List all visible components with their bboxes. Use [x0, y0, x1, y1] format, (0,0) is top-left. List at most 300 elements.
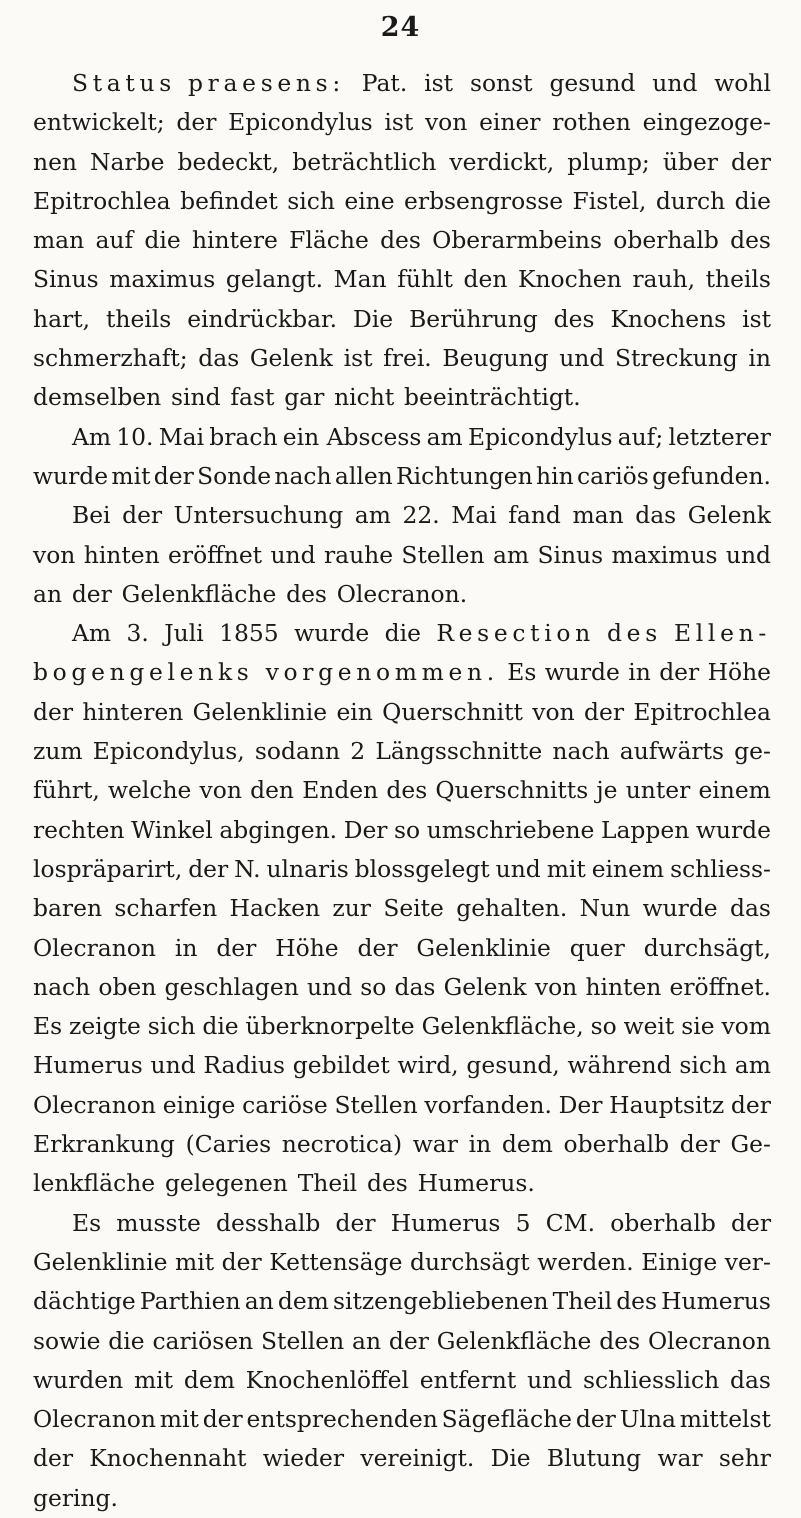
word: (Caries	[185, 1130, 272, 1159]
word: rauh,	[632, 265, 696, 294]
word: und	[652, 69, 698, 97]
word: Die	[490, 1444, 531, 1473]
word: und	[725, 540, 771, 569]
text-line	[33, 1125, 771, 1164]
word: Knochennaht	[89, 1444, 247, 1473]
word: gesund,	[466, 1051, 560, 1080]
word: Die	[353, 304, 394, 333]
word: Höhe	[707, 658, 771, 687]
word: man	[572, 501, 624, 530]
word: Parthien	[139, 1287, 241, 1316]
word: gering.	[33, 1483, 118, 1512]
word: ist	[343, 344, 373, 373]
word: der	[216, 933, 257, 962]
text-line	[33, 889, 771, 928]
word: vereinigt.	[360, 1444, 475, 1473]
word: rechten	[33, 815, 125, 844]
word: Längsschnitte	[375, 737, 543, 766]
word: sie	[681, 1012, 715, 1041]
text-line	[33, 1322, 771, 1361]
word: eindrückbar.	[187, 304, 338, 333]
word: zum	[33, 737, 83, 766]
word: des	[599, 1326, 641, 1355]
word: das	[635, 501, 677, 530]
word: sich	[679, 1051, 728, 1080]
word: mittelst	[679, 1405, 771, 1434]
text-line	[33, 1361, 771, 1400]
word: wird,	[397, 1051, 459, 1080]
word: Blutung	[546, 1444, 642, 1473]
word: zur	[332, 894, 371, 923]
word: Gelenklinie	[33, 1247, 168, 1276]
word: von	[532, 697, 575, 726]
word: das	[198, 344, 240, 373]
word: Mai	[451, 501, 497, 530]
text-line	[33, 418, 771, 457]
word: Beugung	[442, 344, 549, 373]
word: am	[426, 422, 463, 451]
word: wurde	[695, 815, 771, 844]
word: CM.	[545, 1208, 596, 1237]
word: der	[176, 108, 217, 137]
word: gar	[284, 383, 325, 412]
word: 2	[350, 737, 366, 766]
word: Gelenk	[687, 501, 771, 530]
word: ver-	[724, 1247, 771, 1276]
word: die	[202, 1012, 239, 1041]
word: einem	[591, 854, 665, 883]
text-line	[33, 1164, 771, 1203]
word: der	[188, 854, 229, 883]
word: welche	[108, 776, 192, 805]
word: hinten	[585, 972, 662, 1001]
word: Ge-	[730, 1130, 771, 1159]
word: unter	[625, 776, 691, 805]
word: der	[731, 1208, 771, 1237]
word: letzterer	[668, 422, 771, 451]
word: desshalb	[216, 1208, 321, 1237]
word: Status praesens:	[72, 69, 345, 97]
word: ulnaris	[266, 854, 349, 883]
word: mit	[111, 461, 151, 490]
word: mit	[134, 1365, 174, 1394]
word: plump;	[567, 147, 650, 176]
text-line	[33, 1046, 771, 1085]
word: eröffnet.	[669, 972, 771, 1001]
word: und	[559, 344, 605, 373]
word: Gelenk	[443, 972, 527, 1001]
word: wurde	[544, 658, 620, 687]
word: Seite	[383, 894, 444, 923]
word: Bei	[72, 501, 111, 530]
word: hin	[536, 461, 574, 490]
word: der	[221, 1247, 262, 1276]
word: Hacken	[229, 894, 321, 923]
text-line	[33, 221, 771, 260]
word: Lappen	[600, 815, 690, 844]
word: 5	[515, 1208, 531, 1237]
word: Epitrochlea	[633, 697, 771, 726]
word: demselben	[33, 383, 162, 412]
text-line	[33, 575, 771, 614]
word: die	[144, 226, 181, 255]
word: je	[596, 776, 618, 805]
word: der	[388, 1326, 429, 1355]
word: Theil	[552, 1287, 613, 1316]
word: cariöse	[242, 1090, 328, 1119]
word: Winkel	[131, 815, 213, 844]
word: der	[335, 1208, 376, 1237]
word: aufwärts	[619, 737, 724, 766]
word: ist	[424, 69, 454, 97]
word: 1855	[219, 619, 279, 648]
word: Epicondylus,	[92, 737, 245, 766]
word: am	[492, 540, 530, 569]
word: Nun	[579, 894, 631, 923]
word: sich	[147, 1012, 196, 1041]
word: Sonde	[197, 461, 272, 490]
word: Knochen	[518, 265, 622, 294]
word: dächtige	[33, 1287, 136, 1316]
word: war	[412, 1130, 458, 1159]
word: sodann	[254, 737, 341, 766]
word: wohl	[714, 69, 771, 97]
word: sonst	[469, 69, 533, 97]
word: Einige	[641, 1247, 718, 1276]
word: eröffnet	[168, 540, 263, 569]
word: war	[657, 1444, 703, 1473]
word: maximus	[611, 540, 718, 569]
word: lenkfläche	[33, 1169, 156, 1198]
word: verdickt,	[449, 147, 555, 176]
word: geschlagen	[164, 972, 299, 1001]
text-line	[33, 811, 771, 850]
word: necrotica)	[281, 1130, 403, 1159]
word: über	[662, 147, 718, 176]
word: eingezoge-	[642, 108, 771, 137]
word: durchsägt	[410, 1247, 530, 1276]
text-line	[33, 339, 771, 378]
word: auf;	[617, 422, 664, 451]
word: Gelenkfläche	[436, 1326, 592, 1355]
word: beeinträchtigt.	[404, 383, 581, 412]
word: Sinus	[537, 540, 604, 569]
word: Sägefläche	[441, 1405, 572, 1434]
word: Erkrankung	[33, 1130, 175, 1159]
word: dem	[501, 1130, 553, 1159]
word: werden.	[537, 1247, 634, 1276]
word: während	[567, 1051, 672, 1080]
word: theils	[105, 304, 172, 333]
word: schmerzhaft;	[33, 344, 188, 373]
text-line	[33, 1086, 771, 1125]
word: sitzengebliebenen	[332, 1287, 549, 1316]
text-line	[33, 1282, 771, 1321]
word: Radius	[203, 1051, 286, 1080]
text-line	[33, 929, 771, 968]
word: und	[270, 540, 316, 569]
text-line	[33, 378, 771, 417]
word: oberhalb	[563, 1130, 670, 1159]
word: lospräparirt,	[33, 854, 183, 883]
text-line	[33, 968, 771, 1007]
word: und	[306, 972, 353, 1001]
word: befindet	[180, 186, 278, 215]
word: des	[380, 226, 421, 255]
word: beträchtlich	[292, 147, 437, 176]
text-line	[33, 653, 771, 692]
word: musste	[116, 1208, 201, 1237]
word: Fläche	[289, 226, 369, 255]
word: Streckung	[614, 344, 738, 373]
word: die	[734, 186, 771, 215]
text-line	[33, 693, 771, 732]
text-line	[33, 260, 771, 299]
word: Gelenk	[249, 344, 333, 373]
text-line	[33, 1007, 771, 1046]
word: nen	[33, 147, 77, 176]
word: Resection des Ellen-	[436, 619, 771, 648]
text-line	[33, 1439, 771, 1478]
word: so	[590, 1012, 617, 1041]
word: der	[659, 658, 700, 687]
word: führt,	[33, 776, 100, 805]
word: entsprechenden	[246, 1405, 438, 1434]
word: der	[33, 1444, 73, 1473]
word: nicht	[334, 383, 395, 412]
word: sehr	[718, 1444, 771, 1473]
text-line	[33, 850, 771, 889]
word: weit	[623, 1012, 675, 1041]
text-line	[33, 300, 771, 339]
word: einem	[698, 776, 771, 805]
word: des	[286, 579, 327, 608]
word: Juli	[164, 619, 204, 648]
word: Humerus	[390, 1208, 501, 1237]
word: gehalten.	[456, 894, 568, 923]
text-line	[33, 732, 771, 771]
word: den	[463, 265, 508, 294]
word: Gelenklinie	[192, 697, 328, 726]
word: dem	[183, 1365, 235, 1394]
word: abgingen.	[219, 815, 338, 844]
word: durch	[655, 186, 726, 215]
text-line	[33, 496, 771, 535]
word: gelegenen	[164, 1169, 288, 1198]
word: die	[108, 1326, 145, 1355]
text-line	[33, 1243, 771, 1282]
word: sich	[287, 186, 335, 215]
word: Enden	[302, 776, 379, 805]
word: Olecranon	[33, 1090, 156, 1119]
word: Am	[72, 619, 112, 648]
word: Humerus	[33, 1051, 143, 1080]
text-line	[33, 103, 771, 142]
body-text	[33, 64, 771, 1518]
word: in	[748, 344, 771, 373]
word: cariösen	[152, 1326, 254, 1355]
word: schliess-	[670, 854, 771, 883]
word: Berührung	[409, 304, 538, 333]
word: Sinus	[33, 265, 99, 294]
word: dem	[277, 1287, 329, 1316]
word: an	[352, 1326, 382, 1355]
text-line	[33, 1400, 771, 1439]
word: der	[33, 697, 73, 726]
word: Knochens	[610, 304, 727, 333]
word: entwickelt;	[33, 108, 165, 137]
word: 10.	[116, 422, 154, 451]
word: Kettensäge	[269, 1247, 403, 1276]
word: an	[244, 1287, 274, 1316]
text-line	[33, 64, 771, 103]
word: Der	[558, 1090, 603, 1119]
word: des	[366, 1169, 408, 1198]
word: der	[730, 147, 771, 176]
word: des	[616, 1287, 658, 1316]
word: sowie	[33, 1326, 101, 1355]
word: und	[527, 1365, 573, 1394]
text-line	[33, 1204, 771, 1243]
word: oberhalb	[613, 226, 719, 255]
word: Humerus.	[417, 1169, 535, 1198]
word: rothen	[552, 108, 631, 137]
word: Es	[507, 658, 537, 687]
word: gesund	[549, 69, 636, 97]
word: ist	[742, 304, 771, 333]
word: Olecranon	[647, 1326, 771, 1355]
word: sind	[171, 383, 221, 412]
word: erbsengrosse	[404, 186, 564, 215]
word: rauhe	[323, 540, 394, 569]
word: Hauptsitz	[609, 1090, 725, 1119]
word: ge-	[734, 737, 771, 766]
word: theils	[705, 265, 771, 294]
word: Theil	[297, 1169, 358, 1198]
word: mit	[175, 1247, 215, 1276]
word: fand	[508, 501, 561, 530]
word: Stellen	[334, 1090, 418, 1119]
word: Der	[343, 815, 388, 844]
word: Am	[72, 422, 112, 451]
text-line	[33, 143, 771, 182]
word: Mai	[158, 422, 205, 451]
word: Untersuchung	[173, 501, 344, 530]
word: der	[357, 933, 398, 962]
word: schliesslich	[583, 1365, 720, 1394]
word: hinteren	[82, 697, 184, 726]
word: an	[33, 579, 63, 608]
word: fühlt	[397, 265, 453, 294]
word: 22.	[402, 501, 440, 530]
word: Epicondylus	[467, 422, 613, 451]
word: Ulna	[619, 1405, 676, 1434]
word: Gelenkfläche,	[421, 1012, 584, 1041]
word: Höhe	[275, 933, 339, 962]
word: in	[174, 933, 198, 962]
word: oben	[98, 972, 157, 1001]
word: nach	[552, 737, 610, 766]
word: blossgelegt	[354, 854, 490, 883]
text-line	[33, 182, 771, 221]
word: allen	[334, 461, 393, 490]
text-line	[33, 536, 771, 575]
word: Stellen	[401, 540, 485, 569]
word: gelangt.	[225, 265, 324, 294]
word: von	[534, 972, 578, 1001]
word: hinten	[83, 540, 160, 569]
word: von	[199, 776, 242, 805]
word: hart,	[33, 304, 91, 333]
word: das	[729, 894, 771, 923]
word: N.	[234, 854, 261, 883]
word: ein Abscess	[282, 422, 422, 451]
word: Knochenlöffel	[245, 1365, 409, 1394]
word: Querschnitts	[435, 776, 589, 805]
word: in	[468, 1130, 492, 1159]
word: das	[730, 1365, 771, 1394]
word: zeigte	[69, 1012, 141, 1041]
word: umschriebene	[426, 815, 595, 844]
word: gefunden.	[652, 461, 771, 490]
word: Olecranon	[33, 933, 156, 962]
word: gebildet	[292, 1051, 390, 1080]
page-number: 24	[380, 12, 421, 43]
word: wurde	[294, 619, 370, 648]
word: des	[553, 304, 595, 333]
word: der	[730, 1090, 771, 1119]
word: frei.	[383, 344, 432, 373]
word: der	[202, 1405, 243, 1434]
word: der	[575, 1405, 616, 1434]
word: Oberarmbeins	[432, 226, 603, 255]
word: der	[584, 697, 625, 726]
word: man	[33, 226, 85, 255]
word: Fistel,	[572, 186, 647, 215]
word: des	[730, 226, 771, 255]
word: und	[150, 1051, 196, 1080]
word: der	[122, 501, 163, 530]
word: das	[394, 972, 436, 1001]
word: vom	[721, 1012, 771, 1041]
word: ist	[384, 108, 414, 137]
word: Es	[72, 1208, 102, 1237]
word: mit	[159, 1405, 199, 1434]
word: scharfen	[114, 894, 218, 923]
word: Stellen	[261, 1326, 345, 1355]
word: Epitrochlea	[33, 186, 171, 215]
text-line	[33, 457, 771, 496]
word: wurden	[33, 1365, 124, 1394]
word: überknorpelte	[245, 1012, 415, 1041]
word: ein	[336, 697, 373, 726]
word: Pat.	[361, 69, 408, 97]
word: wurde	[642, 894, 718, 923]
word: und	[495, 854, 541, 883]
word: nach	[274, 461, 332, 490]
word: Olecranon.	[336, 579, 468, 608]
word: wurde	[33, 461, 109, 490]
word: bogengelenks vorgenommen.	[33, 658, 499, 687]
word: eine	[344, 186, 395, 215]
word: maximus	[109, 265, 216, 294]
word: vorfanden.	[424, 1090, 552, 1119]
text-line	[33, 614, 771, 653]
word: durchsägt,	[643, 933, 771, 962]
word: der	[679, 1130, 720, 1159]
text-line	[33, 771, 771, 810]
word: bedeckt,	[177, 147, 280, 176]
